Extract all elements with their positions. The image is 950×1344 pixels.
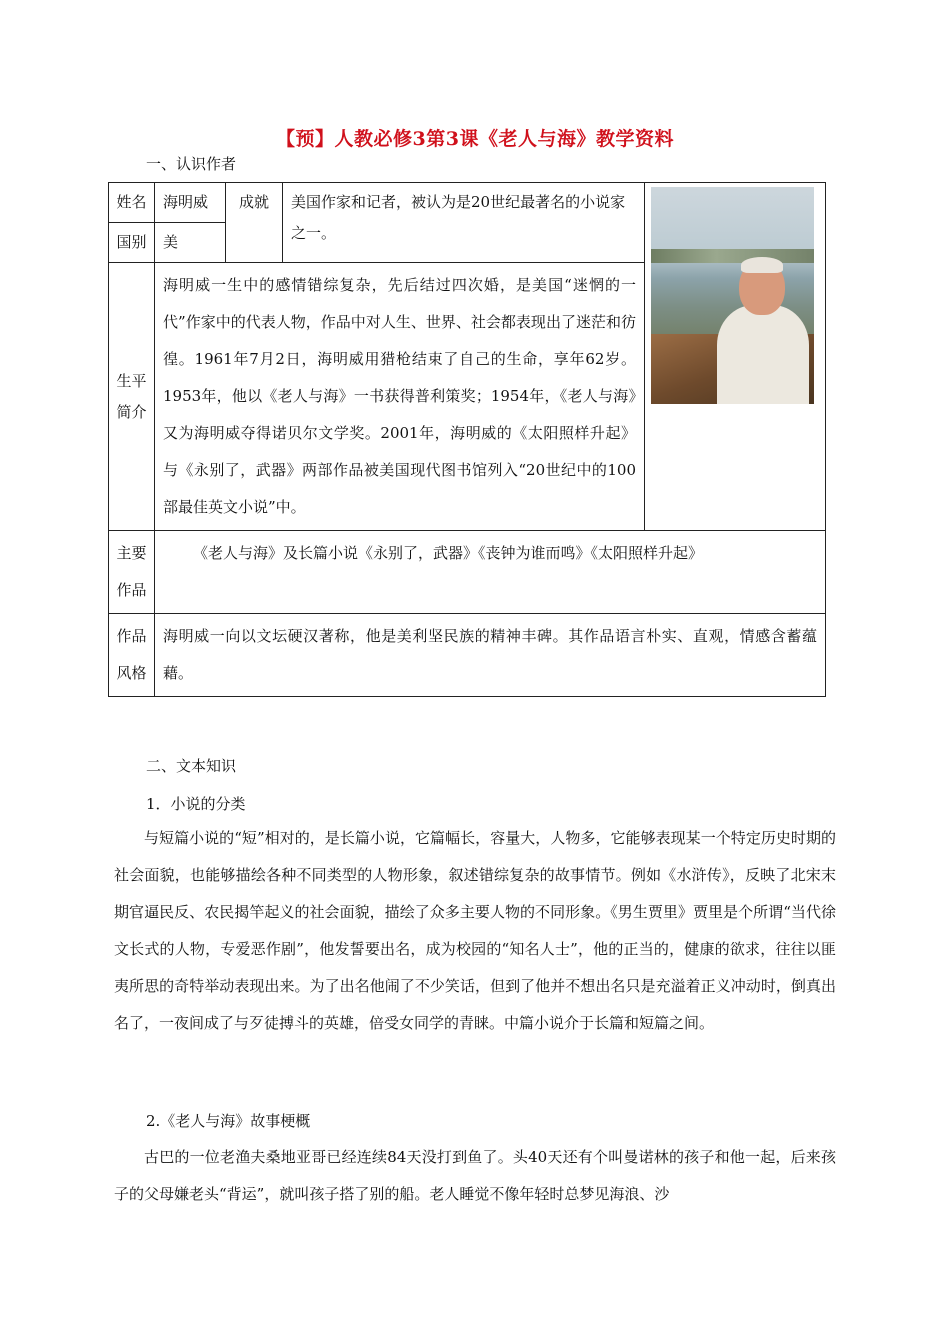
style-value: 海明威一向以文坛硬汉著称，他是美利坚民族的精神丰碑。其作品语言朴实、直观，情感含蓄蕴藉。 bbox=[155, 614, 826, 697]
section-heading-author: 一、认识作者 bbox=[146, 155, 237, 173]
section-heading-text-knowledge: 二、文本知识 bbox=[146, 757, 237, 775]
achievement-value: 美国作家和记者，被认为是20世纪最著名的小说家之一。 bbox=[283, 183, 645, 263]
author-photo-cell bbox=[645, 183, 826, 531]
bio-label: 生平简介 bbox=[109, 263, 155, 531]
subsection-heading-story-summary: 2.《老人与海》故事梗概 bbox=[146, 1112, 311, 1130]
subsection-heading-novel-types: 1．小说的分类 bbox=[146, 795, 246, 813]
author-info-table bbox=[108, 182, 826, 697]
table-row bbox=[109, 614, 826, 697]
achievement-label: 成就 bbox=[226, 183, 283, 263]
page-title: 【预】人教必修3第3课《老人与海》教学资料 bbox=[276, 128, 674, 150]
country-value: 美 bbox=[155, 223, 226, 263]
table-row bbox=[109, 183, 826, 223]
works-label: 主要作品 bbox=[109, 531, 155, 614]
author-photo bbox=[651, 187, 814, 404]
paragraph-story-summary: 古巴的一位老渔夫桑地亚哥已经连续84天没打到鱼了。头40天还有个叫曼诺林的孩子和他一起，后来孩子的父母嫌老头“背运”，就叫孩子搭了别的船。老人睡觉不像年轻时总梦见海浪、沙 bbox=[114, 1148, 836, 1203]
works-value: 《老人与海》及长篇小说《永别了，武器》《丧钟为谁而鸣》《太阳照样升起》 bbox=[155, 531, 826, 614]
name-label: 姓名 bbox=[109, 183, 155, 223]
paragraph-novel-types: 与短篇小说的“短”相对的，是长篇小说，它篇幅长，容量大，人物多，它能够表现某一个特定历史时期的社会面貌，也能够描绘各种不同类型的人物形象，叙述错综复杂的故事情节。例如《水浒传》，反映了北宋末期官逼民反、农民揭竿起义的社会面貌，描绘了众多主要人物的不同形象。《男生贾里》贾里是个所谓“当代徐文长式的人物，专爱恶作剧”，他发誓要出名，成为校园的“知名人士”，他的正当的，健康的欲求，往往以匪夷所思的奇特举动表现出来。为了出名他闹了不少笑话，但到了他并不想出名只是充溢着正义冲动时，倒真出名了，一夜间成了与歹徒搏斗的英雄，倍受女同学的青睐。中篇小说介于长篇和短篇之间。 bbox=[114, 829, 836, 1032]
table-row bbox=[109, 531, 826, 614]
name-value: 海明威 bbox=[155, 183, 226, 223]
country-label: 国别 bbox=[109, 223, 155, 263]
style-label: 作品风格 bbox=[109, 614, 155, 697]
bio-value: 海明威一生中的感情错综复杂，先后结过四次婚，是美国“迷惘的一代”作家中的代表人物，作品中对人生、世界、社会都表现出了迷茫和彷徨。1961年7月2日，海明威用猎枪结束了自己的生命，享年62岁。1953年，他以《老人与海》一书获得普利策奖；1954年，《老人与海》又为海明威夺得诺贝尔文学奖。2001年，海明威的《太阳照样升起》与《永别了，武器》两部作品被美国现代图书馆列入“20世纪中的100部最佳英文小说”中。 bbox=[155, 263, 645, 531]
